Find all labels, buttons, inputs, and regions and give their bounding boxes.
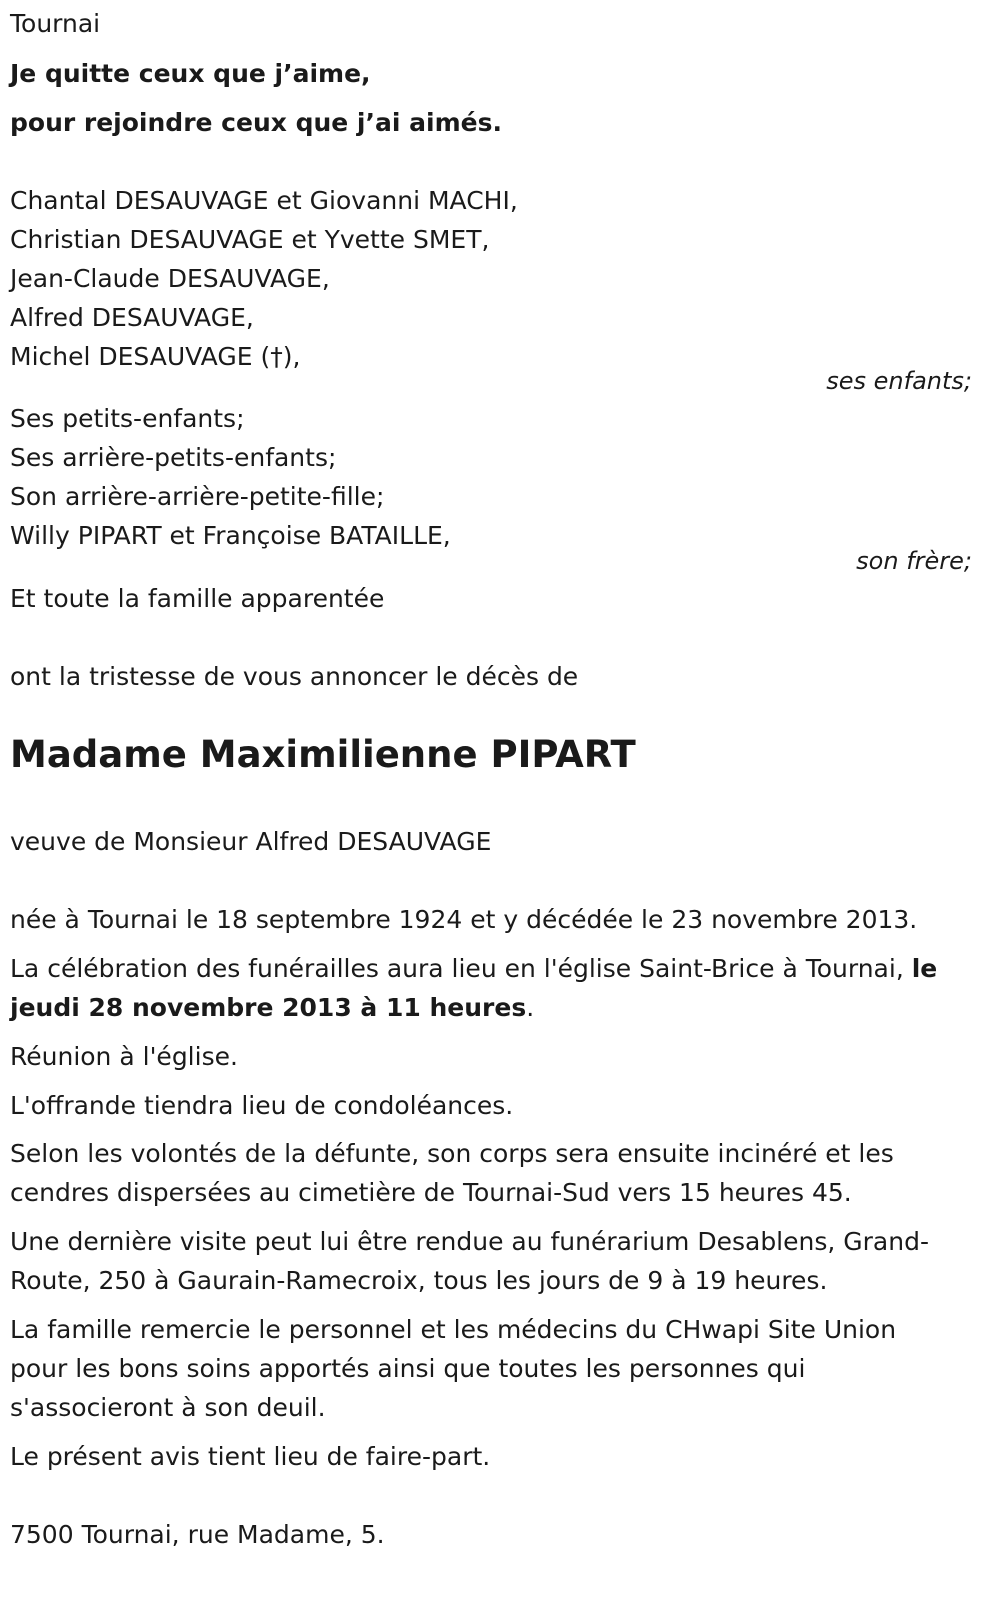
- notice-line: Le présent avis tient lieu de faire-part.: [10, 1442, 491, 1471]
- quote-line-1: Je quitte ceux que j’aime,: [10, 59, 371, 88]
- city-heading: Tournai: [10, 9, 101, 38]
- grandchildren: Ses petits-enfants;: [10, 404, 245, 433]
- great-great-granddaughter: Son arrière-arrière-petite-fille;: [10, 482, 385, 511]
- child-2: Christian DESAUVAGE et Yvette SMET,: [10, 225, 490, 254]
- quote-line-2: pour rejoindre ceux que j’ai aimés.: [10, 108, 502, 137]
- thanks-line-1: La famille remercie le personnel et les médecins du CHwapi Site Union: [10, 1315, 897, 1344]
- visit-line-2: Route, 250 à Gaurain-Ramecroix, tous les jours de 9 à 19 heures.: [10, 1266, 828, 1295]
- ceremony-date: jeudi 28 novembre 2013 à 11 heures: [10, 993, 527, 1022]
- thanks-line-2: pour les bons soins apportés ainsi que toutes les personnes qui: [10, 1354, 806, 1383]
- deceased-name: Madame Maximilienne PIPART: [10, 733, 636, 776]
- ceremony-bold-start: le: [911, 954, 938, 983]
- children-role: ses enfants;: [826, 367, 972, 395]
- thanks-line-3: s'associeront à son deuil.: [10, 1393, 326, 1422]
- ceremony-paragraph: [10, 949, 972, 1027]
- great-grandchildren: Ses arrière-petits-enfants;: [10, 443, 337, 472]
- cremation-line-1: Selon les volontés de la défunte, son corps sera ensuite incinéré et les: [10, 1139, 894, 1168]
- child-3: Jean-Claude DESAUVAGE,: [10, 264, 330, 293]
- cremation-line-2: cendres dispersées au cimetière de Tournai-Sud vers 15 heures 45.: [10, 1178, 852, 1207]
- ceremony-line-2: [10, 988, 972, 1027]
- brother: Willy PIPART et Françoise BATAILLE,: [10, 521, 451, 550]
- offering-note: L'offrande tiendra lieu de condoléances.: [10, 1091, 514, 1120]
- brother-role: son frère;: [856, 547, 972, 575]
- visit-line-1: Une dernière visite peut lui être rendue au funérarium Desablens, Grand-: [10, 1227, 929, 1256]
- widow-of: veuve de Monsieur Alfred DESAUVAGE: [10, 827, 492, 856]
- ceremony-line-1: [10, 949, 972, 988]
- ceremony-text: La célébration des funérailles aura lieu en l'église Saint-Brice à Tournai,: [10, 954, 904, 983]
- child-4: Alfred DESAUVAGE,: [10, 303, 254, 332]
- child-1: Chantal DESAUVAGE et Giovanni MACHI,: [10, 186, 518, 215]
- ceremony-period: .: [526, 993, 535, 1022]
- extended-family: Et toute la famille apparentée: [10, 584, 385, 613]
- birth-death: née à Tournai le 18 septembre 1924 et y décédée le 23 novembre 2013.: [10, 905, 918, 934]
- announcement-intro: ont la tristesse de vous annoncer le décès de: [10, 662, 579, 691]
- child-5: Michel DESAUVAGE (†),: [10, 342, 301, 371]
- address-line: 7500 Tournai, rue Madame, 5.: [10, 1520, 385, 1549]
- meeting-note: Réunion à l'église.: [10, 1042, 238, 1071]
